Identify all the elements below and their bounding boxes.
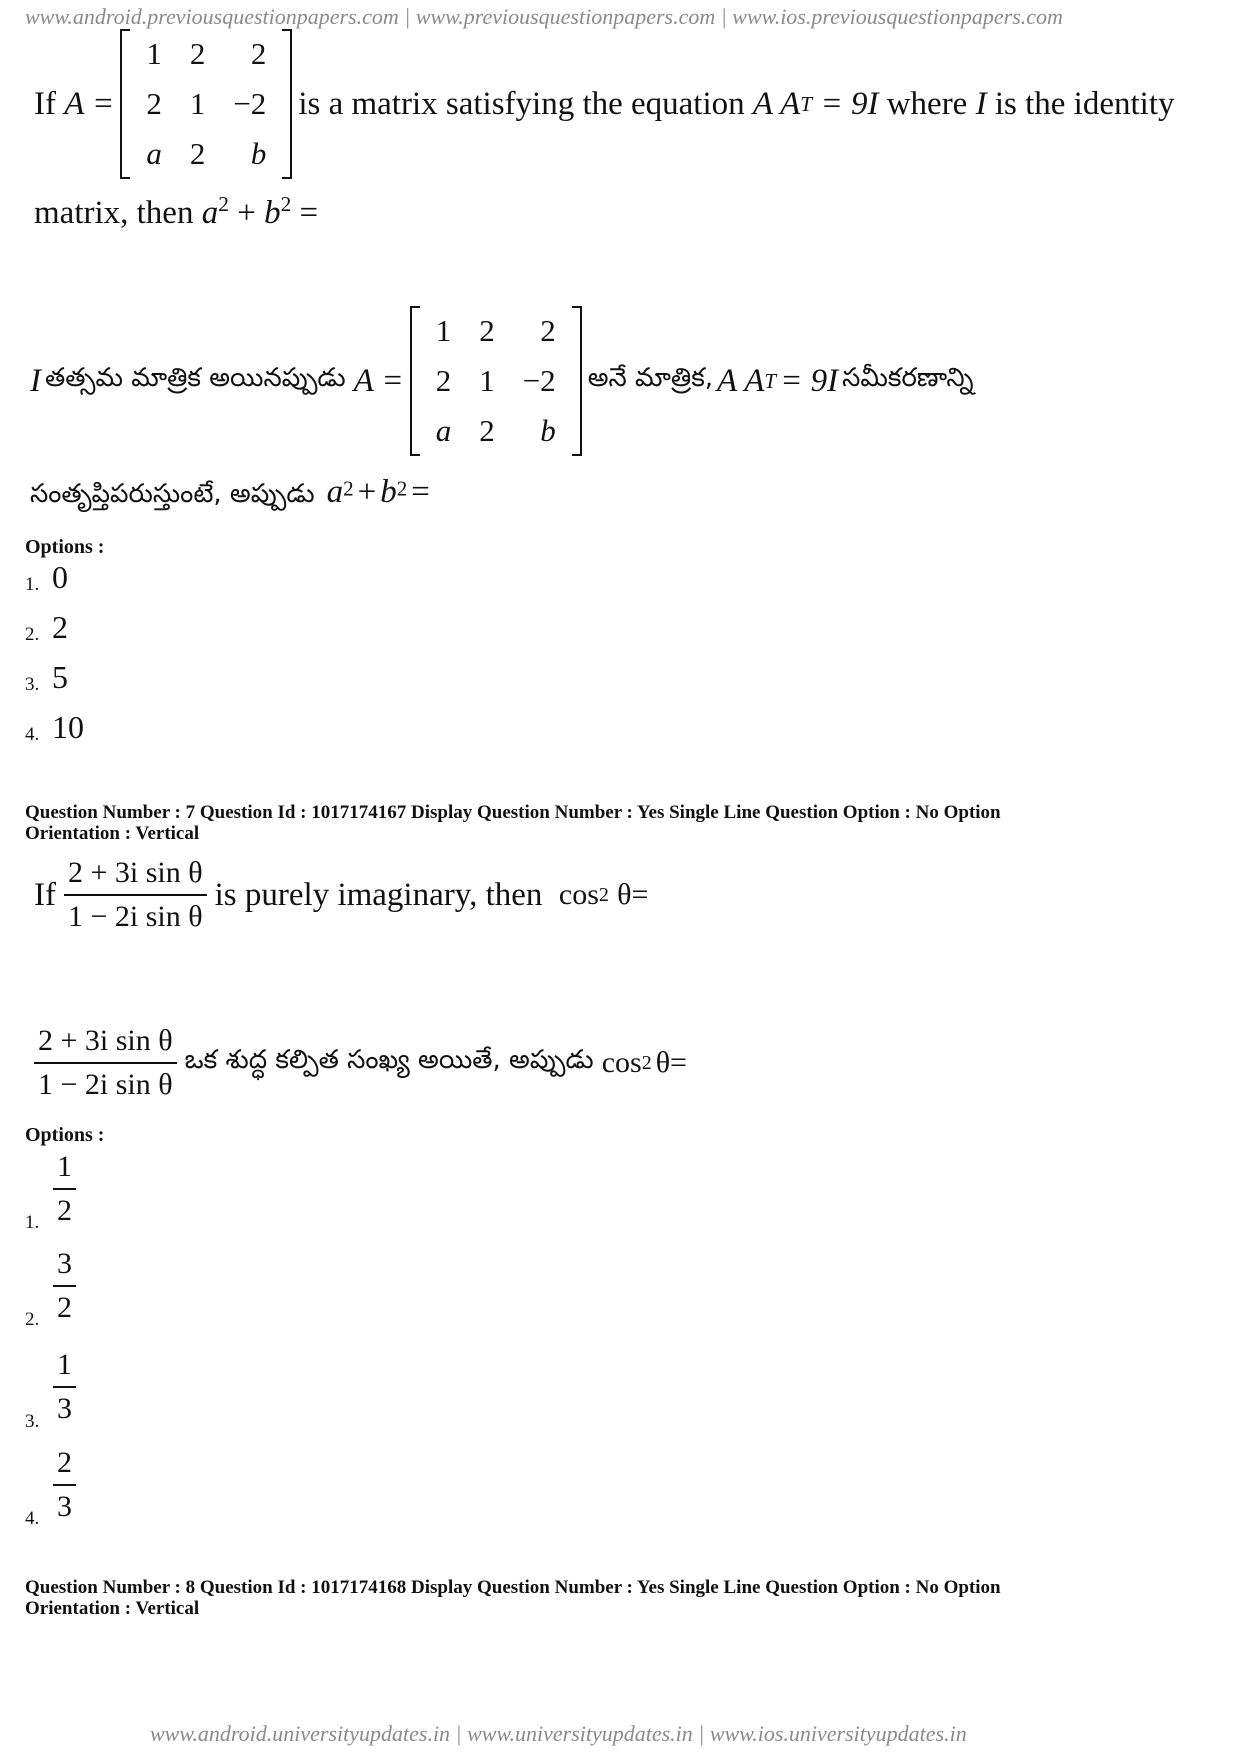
power: 2 [343, 476, 354, 501]
q7-meta-line1: Question Number : 7 Question Id : 1017174167 Display Question Number : Yes Single Line Question Option : No Option [25, 802, 1001, 823]
q6-te-identity: I [30, 362, 41, 399]
power: 2 [396, 476, 408, 501]
q6-te-matrix [410, 306, 582, 456]
matrix-cell: 2 [435, 363, 452, 398]
q7-options-label: Options : [25, 1124, 105, 1146]
q6-eq-rhs: = 9I [820, 85, 879, 122]
fraction-denominator: 2 [57, 1194, 72, 1227]
q6-te-eq-rhs: = 9I [780, 362, 839, 399]
var-b: b [380, 474, 397, 510]
matrix-cell: −2 [233, 86, 267, 121]
matrix-cell: 2 [250, 36, 267, 71]
q6-text-mid3: is the identity [994, 85, 1175, 122]
matrix-cell: −2 [522, 363, 556, 398]
matrix-row [132, 79, 280, 129]
var-b: b [264, 195, 281, 231]
matrix-cell: 2 [146, 86, 162, 121]
matrix-row [422, 306, 570, 356]
q7-meta [25, 802, 1001, 844]
header-watermark: www.android.previousquestionpapers.com | www.previousquestionpapers.com | www.ios.previousquestionpapers.com [25, 4, 1063, 29]
matrix-cell: 2 [189, 36, 206, 71]
cos-power: 2 [598, 883, 609, 906]
q8-meta-line2: Orientation : Vertical [25, 1598, 200, 1619]
var-a: a [201, 195, 219, 231]
matrix-cell: 2 [479, 313, 495, 348]
option-fraction [53, 1446, 76, 1524]
matrix-cell: 2 [479, 413, 495, 448]
q6-eq-lhs: A A [752, 85, 801, 122]
fraction-numerator: 2 + 3i sin θ [34, 1024, 177, 1064]
q6-if-word: If [34, 85, 56, 122]
option-number: 2. [25, 1309, 40, 1330]
q7-meta-line2: Orientation : Vertical [25, 823, 200, 844]
fraction-numerator: 1 [53, 1150, 76, 1190]
power: 2 [280, 192, 292, 216]
cos-theta-equals: θ= [617, 878, 649, 911]
fraction-denominator: 1 − 2i sin θ [38, 1068, 173, 1101]
q6-text-line2: matrix, then [34, 195, 194, 231]
option-number: 3. [25, 674, 40, 695]
fraction-denominator: 3 [57, 1392, 72, 1425]
fraction-numerator: 3 [53, 1247, 76, 1287]
matrix-cell: 2 [540, 313, 556, 348]
option-value: 2 [52, 609, 68, 645]
q7-english-stem [34, 850, 648, 940]
matrix-row [132, 29, 280, 79]
option-fraction [53, 1247, 76, 1325]
matrix-cell: b [540, 413, 556, 448]
matrix-row [132, 129, 280, 179]
cos-function: cos [558, 878, 599, 911]
matrix-cell: 2 [189, 136, 206, 171]
matrix-row [422, 356, 570, 406]
fraction-denominator: 1 − 2i sin θ [67, 900, 203, 933]
equals-sign: = [411, 474, 430, 510]
q6-identity-symbol: I [975, 85, 987, 122]
q6-matrix [120, 29, 292, 179]
q7-text-mid: is purely imaginary, then [214, 876, 543, 913]
plus-sign: + [357, 474, 377, 510]
q6-a-equals: A = [64, 85, 115, 122]
equals-sign: = [299, 195, 319, 231]
q7-if-word: If [34, 876, 56, 913]
q6-te-text-b: అనే మాత్రిక, [587, 363, 714, 393]
q6-text-mid1: is a matrix satisfying the equation [298, 85, 745, 122]
fraction-denominator: 2 [57, 1291, 72, 1324]
q7-telugu-stem [34, 1018, 687, 1108]
q6-te-text-c: సమీకరణాన్ని [842, 363, 974, 393]
matrix-cell: b [250, 136, 267, 171]
cos-theta-equals: θ= [655, 1046, 687, 1079]
fraction-numerator: 2 + 3i sin θ [64, 856, 207, 896]
option-number: 1. [25, 574, 40, 595]
q6-te-eq-lhs: A A [717, 362, 765, 399]
footer-watermark: www.android.universityupdates.in | www.universityupdates.in | www.ios.universityupdates.in [150, 1721, 967, 1746]
matrix-cell: a [146, 136, 162, 171]
cos-function: cos [601, 1046, 642, 1079]
option-fraction [53, 1150, 76, 1228]
q8-meta [25, 1577, 1001, 1619]
q6-te-eq-sup: T [764, 368, 777, 393]
cos-power: 2 [641, 1051, 652, 1074]
matrix-row [422, 406, 570, 456]
matrix-cell: 1 [146, 36, 162, 71]
q6-te-a-equals: A = [353, 362, 404, 399]
q7-te-fraction [34, 1024, 177, 1102]
option-number: 4. [25, 724, 40, 745]
matrix-cell: 1 [435, 313, 452, 348]
q7-te-text: ఒక శుద్ధ కల్పిత సంఖ్య అయితే, అప్పుడు [184, 1045, 594, 1075]
q6-te-line2-text: సంతృప్తిపరుస్తుంటే, అప్పుడు [30, 479, 315, 509]
q6-telugu-line2 [30, 474, 430, 515]
fraction-denominator: 3 [57, 1490, 72, 1523]
var-a: a [326, 474, 344, 510]
fraction-numerator: 1 [53, 1348, 76, 1388]
q6-english-stem [34, 34, 1175, 174]
option-value: 5 [52, 659, 68, 695]
option-value: 10 [52, 709, 84, 745]
q6-text-mid2: where [886, 85, 968, 122]
option-number: 4. [25, 1508, 40, 1529]
matrix-cell: a [435, 413, 452, 448]
option-number: 3. [25, 1411, 40, 1432]
option-value: 0 [52, 559, 68, 595]
power: 2 [218, 192, 229, 216]
fraction-numerator: 2 [53, 1446, 76, 1486]
q6-options-label: Options : [25, 536, 105, 558]
q7-fraction [64, 856, 207, 934]
option-number: 1. [25, 1212, 40, 1233]
q8-meta-line1: Question Number : 8 Question Id : 1017174168 Display Question Number : Yes Single Line Question Option : No Option [25, 1577, 1001, 1598]
plus-sign: + [237, 195, 256, 231]
option-number: 2. [25, 624, 40, 645]
q6-eq-sup: T [800, 91, 813, 116]
matrix-cell: 1 [479, 363, 495, 398]
option-fraction [53, 1348, 76, 1426]
q6-english-line2 [34, 192, 318, 232]
matrix-cell: 1 [189, 86, 206, 121]
q6-telugu-stem [30, 310, 973, 452]
q6-te-text-a: తత్సమ మాత్రిక అయినప్పుడు [45, 363, 346, 393]
